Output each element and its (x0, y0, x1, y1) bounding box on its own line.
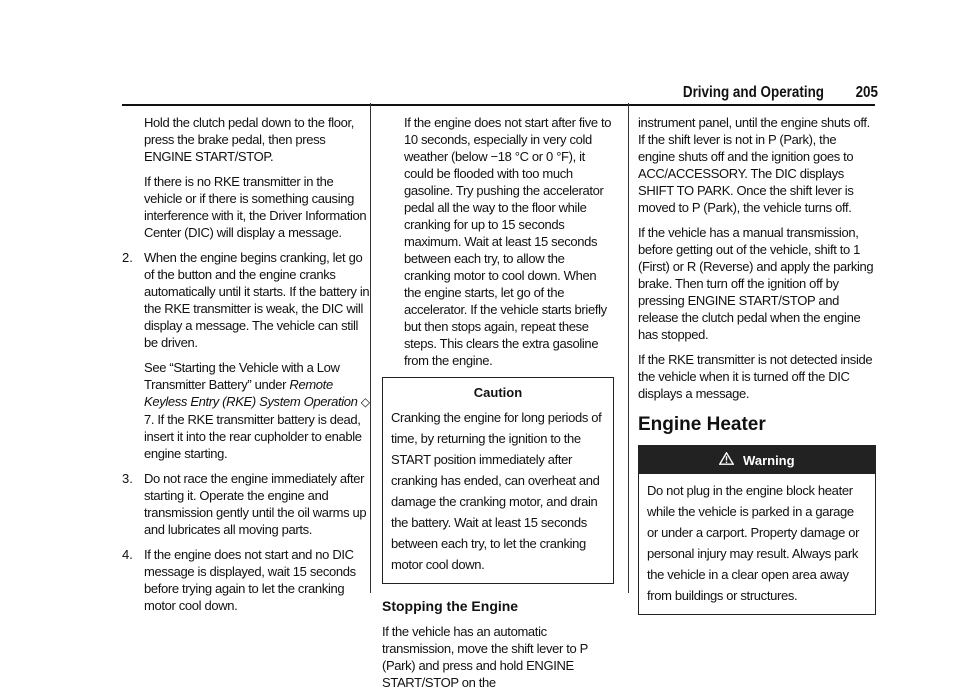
rke-interference-paragraph: If there is no RKE transmitter in the vehicle or if there is something causing interference with it, the Driver Information Center (DIC) will display a message. (144, 174, 367, 240)
see-reference-paragraph (122, 359, 370, 462)
column-divider-1 (370, 103, 371, 593)
reference-page-number[interactable]: 7 (144, 412, 151, 427)
page-header-title: Driving and Operating (682, 84, 824, 101)
list-item-2 (122, 249, 370, 351)
header-rule (122, 104, 875, 106)
see-text-continued: . If the RKE transmitter battery is dead, insert it into the rear cupholder to enable engine starting. (144, 412, 362, 461)
caution-text: Cranking the engine for long periods of time, by returning the ignition to the START position immediately after cranking has ended, can overheat and damage the cranking motor, and drain the battery. Wait at least 15 seconds between each try, to let the cranking motor cool down. (391, 410, 602, 572)
cross-reference-link[interactable]: Remote Keyless Entry (RKE) System Operation (144, 377, 358, 409)
caution-title: Caution (473, 385, 523, 400)
column-2 (382, 114, 614, 699)
stopping-engine-paragraph: If the vehicle has an automatic transmission, move the shift lever to P (Park) and press and hold ENGINE START/STOP on the (382, 624, 588, 690)
warning-triangle-icon (719, 452, 734, 469)
list-number: 3. (122, 471, 133, 486)
list-item-4 (122, 546, 370, 614)
warning-box (638, 445, 876, 615)
list-text: Do not race the engine immediately after starting it. Operate the engine and transmission gently until the oil warms up and lubricates all moving parts. (144, 471, 367, 537)
engine-heater-heading: Engine Heater (638, 414, 766, 435)
stopping-engine-heading: Stopping the Engine (382, 598, 519, 614)
column-divider-2 (628, 103, 629, 593)
column-3 (638, 114, 876, 615)
instrument-panel-paragraph: instrument panel, until the engine shuts off. If the shift lever is not in P (Park), the engine shuts off and the ignition goes to ACC/ACCESSORY. The DIC displays SHIFT TO PARK. Once the shift lever is moved to P (Park), the vehicle turns off. (638, 115, 870, 215)
rke-not-detected-paragraph: If the RKE transmitter is not detected inside the vehicle when it is turned off the DIC displays a message. (638, 352, 873, 401)
warning-title-bar (639, 446, 875, 474)
engine-flooded-paragraph: If the engine does not start after five to 10 seconds, especially in very cold weather (below −18 °C or 0 °F), it could be flooded with too much gasoline. Try pushing the accelerator pedal all the way to the floor while cranking for up to 15 seconds maximum. Wait at least 15 seconds between each try, to allow the cranking motor to cool down. When the engine starts, let go of the accelerator. If the vehicle starts briefly but then stops again, repeat these steps. This clears the extra gasoline from the engine. (404, 115, 612, 368)
caution-box (382, 377, 614, 584)
list-item-3 (122, 470, 370, 538)
list-number: 4. (122, 547, 133, 562)
see-text: See “Starting the Vehicle with a Low Transmitter Battery” under (144, 360, 340, 392)
list-text: When the engine begins cranking, let go of the button and the engine cranks automatically until it starts. If the battery in the RKE transmitter is weak, the DIC will display a message. The vehicle can still be driven. (144, 250, 370, 350)
list-number: 2. (122, 250, 133, 265)
warning-text: Do not plug in the engine block heater while the vehicle is parked in a garage or under a carport. Property damage or personal injury may result. Always park the vehicle in a clear open area away from buildings or structures. (647, 483, 860, 603)
clutch-paragraph: Hold the clutch pedal down to the floor, press the brake pedal, then press ENGINE START/STOP. (144, 115, 355, 164)
warning-title: Warning (743, 453, 795, 468)
manual-transmission-paragraph: If the vehicle has a manual transmission, before getting out of the vehicle, shift to 1 (First) or R (Reverse) and apply the parking brake. Then turn off the ignition off by pressing ENGINE START/STOP and release the clutch pedal when the engine has stopped. (638, 225, 874, 342)
page-reference-icon: ◇ (360, 395, 370, 409)
column-1 (122, 114, 370, 622)
list-text: If the engine does not start and no DIC message is displayed, wait 15 seconds before trying again to let the cranking motor cool down. (144, 547, 356, 613)
page-number: 205 (855, 84, 878, 101)
